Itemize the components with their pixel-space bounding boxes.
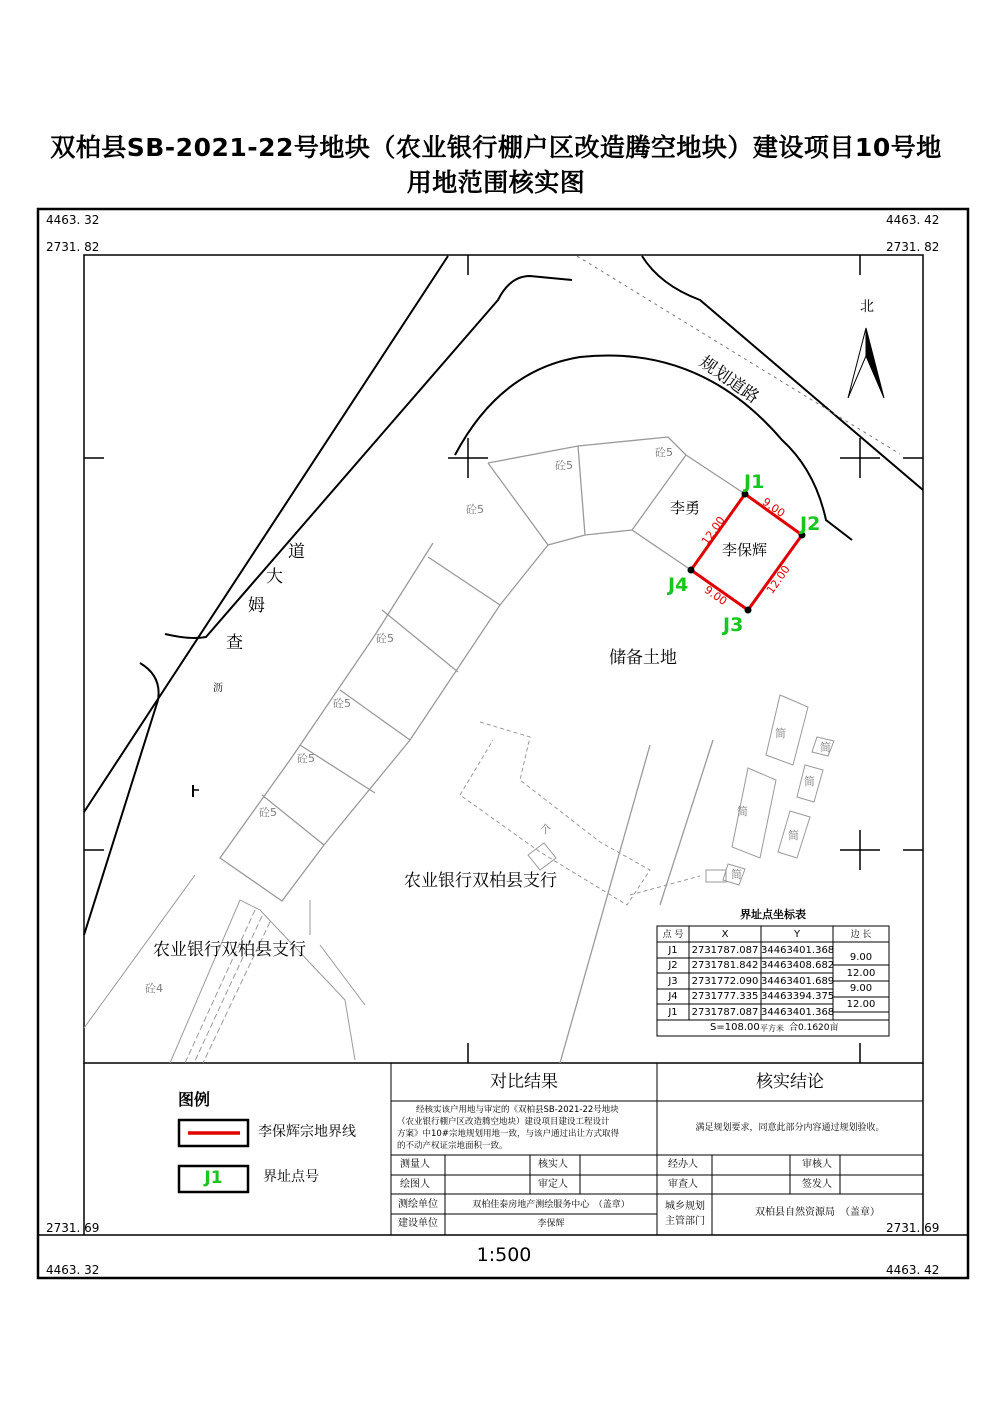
auditor-label: 审核人 (802, 1159, 832, 1170)
map-title-line-1: 双柏县SB-2021-22号地块（农业银行棚户区改造腾空地块）建设项目10号地 (50, 133, 942, 162)
coord-edge-length: 9.00 (849, 952, 873, 963)
comparison-text-line: 方案》中10#宗地规划用地一致，与该户通过出让方式取得 (397, 1129, 619, 1139)
comparison-text-line: （农业银行棚户区改造腾空地块）建设项目建设工程设计 (397, 1117, 610, 1127)
legend-boundary-label: 李保辉宗地界线 (258, 1124, 356, 1140)
coord-row-pt: J1 (668, 1007, 678, 1018)
coord-row-y: 34463401.368 (761, 945, 835, 956)
comparison-text-line: 的不动产权证宗地面积一致。 (397, 1141, 508, 1151)
survey-unit-label: 测绘单位 (398, 1199, 438, 1210)
concrete-label: 砼5 (655, 446, 673, 459)
point-label-j2: J2 (800, 513, 821, 535)
concrete-label: 砼5 (555, 459, 573, 472)
simple-label: 简 (788, 829, 799, 842)
handler-label: 经办人 (668, 1159, 698, 1170)
coord-area-value: S=108.00 (710, 1022, 760, 1033)
coord-row-x: 2731781.842 (691, 960, 759, 971)
edge-length-j3-j4: 9.00 (701, 583, 730, 608)
dept-value: 双柏县自然资源局 （盖章） (755, 1207, 880, 1218)
edge-length-j1-j2: 9.00 (759, 495, 788, 520)
simple-label: 简 (731, 868, 742, 881)
coord-tr-bottom: 2731. 82 (886, 240, 940, 254)
coord-area-mu: 合0.1620亩 (789, 1023, 839, 1033)
coord-br-top: 2731. 69 (886, 1221, 940, 1235)
parcel-owner-label: 李保辉 (722, 541, 768, 559)
north-label: 北 (860, 299, 874, 315)
coord-row-x: 2731787.087 (691, 1007, 759, 1018)
lower-left-dashes (185, 910, 270, 1063)
small-road-char: 沥 (213, 683, 223, 694)
coord-row-x: 2731787.087 (691, 945, 759, 956)
planned-road-label: 规划道路 (695, 352, 763, 408)
dept-label-1: 城乡规划 (665, 1201, 705, 1212)
coord-row-y: 34463401.689 (761, 976, 835, 987)
concrete-label: 砼5 (333, 697, 351, 710)
main-road-char-1: 查 (226, 633, 243, 653)
coord-bl-top: 2731. 69 (46, 1221, 100, 1235)
coord-row-y: 34463394.375 (761, 991, 835, 1002)
coord-edge-length: 9.00 (849, 983, 873, 994)
issuer-label: 签发人 (802, 1179, 832, 1190)
coord-row-x: 2731772.090 (691, 976, 759, 987)
coord-row-pt: J3 (668, 976, 678, 987)
coord-tl-top: 4463. 32 (46, 213, 100, 227)
main-road-char-2: 姆 (248, 596, 265, 616)
neighbor-owner-label: 李勇 (670, 499, 701, 517)
drafter-label: 绘图人 (400, 1179, 430, 1190)
main-road-char-3: 大 (266, 567, 283, 587)
concrete-label: 砼5 (297, 752, 315, 765)
build-unit-value: 李保辉 (537, 1219, 565, 1229)
generic-mark: 个 (540, 823, 551, 836)
survey-unit-value: 双柏佳泰房地产测绘服务中心 （盖章） (472, 1200, 630, 1210)
coord-row-y: 34463401.368 (761, 1007, 835, 1018)
coord-tr-top: 4463. 42 (886, 213, 940, 227)
coord-row-x: 2731777.335 (691, 991, 759, 1002)
coord-header-edge: 边 长 (850, 930, 872, 940)
coord-header-x: X (721, 929, 729, 940)
coord-edge-length: 12.00 (846, 999, 876, 1010)
legend-title: 图例 (178, 1090, 211, 1109)
coord-area-unit: 平方米 (760, 1024, 784, 1033)
concrete-label: 砼5 (259, 806, 277, 819)
map-scale: 1:500 (476, 1244, 532, 1266)
coord-header-y: Y (793, 929, 801, 940)
dept-label-2: 主管部门 (665, 1216, 705, 1227)
comparison-text-line: 经核实该户用地与审定的《双柏县SB-2021-22号地块 (416, 1105, 619, 1115)
lower-left-lots (84, 875, 365, 1063)
edge-length-j4-j1: 12.00 (698, 514, 728, 548)
coord-row-y: 34463408.682 (761, 960, 835, 971)
point-label-j4: J4 (668, 574, 689, 596)
conclusion-text: 满足规划要求，同意此部分内容通过规划验收。 (695, 1123, 885, 1133)
north-arrow-icon (848, 328, 884, 398)
map-title-line-2: 用地范围核实图 (406, 168, 586, 197)
coord-br-bottom: 4463. 42 (886, 1263, 940, 1277)
bank-label-2: 农业银行双柏县支行 (153, 940, 306, 960)
simple-label: 简 (737, 805, 748, 818)
coord-header-pt: 点 号 (662, 930, 684, 940)
comparison-title: 对比结果 (490, 1072, 558, 1092)
coord-bl-bottom: 4463. 32 (46, 1263, 100, 1277)
simple-label: 简 (775, 727, 786, 740)
concrete-label: 砼5 (376, 632, 394, 645)
concrete4-label: 砼4 (145, 982, 163, 995)
simple-label: 简 (804, 775, 815, 788)
coord-table-title: 界址点坐标表 (740, 908, 806, 921)
point-label-j1: J1 (744, 471, 765, 493)
point-label-j3: J3 (723, 614, 744, 636)
surveyor-label: 测量人 (400, 1159, 430, 1170)
conclusion-title: 核实结论 (756, 1072, 824, 1092)
inspector-label: 审查人 (668, 1179, 698, 1190)
edge-length-j2-j3: 12.00 (763, 563, 793, 597)
simple-label: 简 (820, 741, 831, 754)
reviewer-label: 审定人 (538, 1179, 568, 1190)
concrete-label: 砼5 (466, 503, 484, 516)
grey-buildings (528, 695, 834, 885)
legend-point-label: 界址点号 (263, 1169, 319, 1185)
checker-label: 核实人 (538, 1159, 568, 1170)
coord-row-pt: J2 (668, 960, 678, 971)
coord-row-pt: J4 (668, 991, 678, 1002)
coord-edge-length: 12.00 (846, 968, 876, 979)
reserve-land-label: 储备土地 (609, 648, 677, 668)
legend-point-sample: J1 (204, 1168, 223, 1188)
build-unit-label: 建设单位 (398, 1218, 438, 1229)
main-road-char-4: 道 (288, 542, 305, 562)
bank-label-1: 农业银行双柏县支行 (404, 871, 557, 891)
coord-row-pt: J1 (668, 945, 678, 956)
road-dotted-line (577, 256, 900, 454)
coord-tl-bottom: 2731. 82 (46, 240, 100, 254)
